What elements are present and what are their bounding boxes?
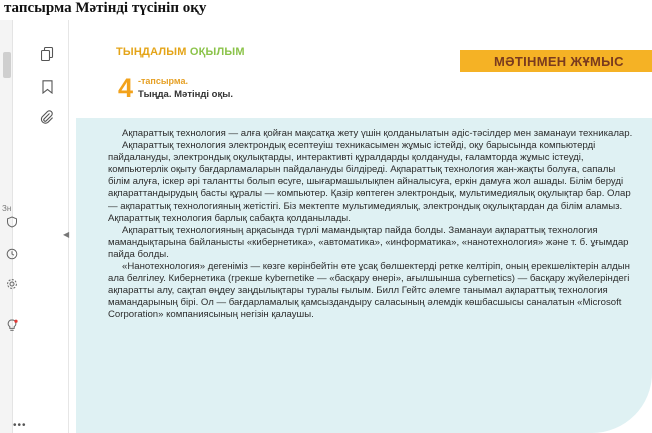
- section-header: [116, 46, 245, 58]
- paragraph: Ақпараттық технологияның арқасында түрлі мамандықтар пайда болды. Заманауи ақпараттық технология мамандықтарына байланысты «кибернетика», «автоматика», «информатика», «нанотехнология» және т. б. ұғымдар пайда болды.: [108, 224, 629, 260]
- page-title: тапсырма Мәтінді түсініп оқу: [4, 0, 207, 16]
- left-scrollbar-thumb[interactable]: [3, 52, 11, 78]
- clock-icon[interactable]: [5, 247, 19, 261]
- paperclip-icon[interactable]: [40, 110, 54, 124]
- more-dots-icon[interactable]: •••: [13, 420, 27, 431]
- paragraph: «Нанотехнология» дегеніміз — көзге көрінбейтін өте ұсақ бөлшектерді ретке келтіріп, оның ерекшеліктерін алдын ала белгілеу. Кибернетика (грекше kybernetike — «басқару өнері», ағылшынша cybernetics) — басқару жүйелеріндегі ақпаратты алу, сақтап өңдеу заңдылықтары туралы ғылым. Билл Гейтс әлемге танымал ақпараттық технология мамандарының бірі. Ол — бағдарламалық қамсыздандыру саласының әлемдік көшбасшысы саналатын «Microsoft Corporation» компаниясының негізін қалаушы.: [108, 261, 630, 321]
- task-label: -тапсырма.: [138, 76, 188, 86]
- side-label: Зн: [2, 204, 12, 213]
- header-listening: ТЫҢДАЛЫМ: [116, 46, 190, 58]
- paragraph: Ақпараттық технология электрондық есептеуіш техникасымен жұмыс істейді, оқу барысында компьютерді пайдалануды, электрондық оқулықтарды, интерактивті құралдарды қолдануды, ғаламторда жұмыс істеуді, компьютерлік оқыту бағдарламаларын пайдалануды білдіреді. Ақпараттық технология жан-жақты болуға, сапалы білім алуға, іскер әрі талантты болып өсуге, шығармашылықпен айналысуға, еркін дамуға жол ашады. Білім беруді ақпараттандырудың басты құралы — компьютер. Қазір көптеген электрондық, мультимедиялық оқулықтар бар. Олар — ақпараттық технологияның жетістігі. Біз мектепте мультимедиялық, электрондық оқулықтардан да білім аламыз. Ақпараттық технология барлық сабақта қолданылады.: [108, 140, 631, 224]
- paragraph: Ақпараттық технология — алға қойған мақсатқа жету үшін қолданылатын әдіс-тәсілдер мен заманауи техникалар.: [122, 128, 633, 139]
- bookmark-icon[interactable]: [40, 80, 54, 94]
- collapse-arrow-icon[interactable]: ◀: [63, 230, 70, 239]
- task-instruction: Тыңда. Мәтінді оқы.: [138, 89, 233, 100]
- shield-icon[interactable]: [5, 215, 19, 229]
- reading-text: [108, 128, 638, 322]
- section-banner: МӘТІНМЕН ЖҰМЫС: [460, 50, 652, 72]
- reading-text-box: [76, 118, 652, 433]
- gear-icon[interactable]: [5, 277, 19, 291]
- panel-divider: [68, 20, 69, 433]
- lightbulb-icon[interactable]: [5, 318, 19, 332]
- copy-icon[interactable]: [40, 47, 54, 61]
- header-reading: ОҚЫЛЫМ: [189, 46, 245, 58]
- task-number: 4: [118, 73, 134, 103]
- document-page: [76, 26, 652, 433]
